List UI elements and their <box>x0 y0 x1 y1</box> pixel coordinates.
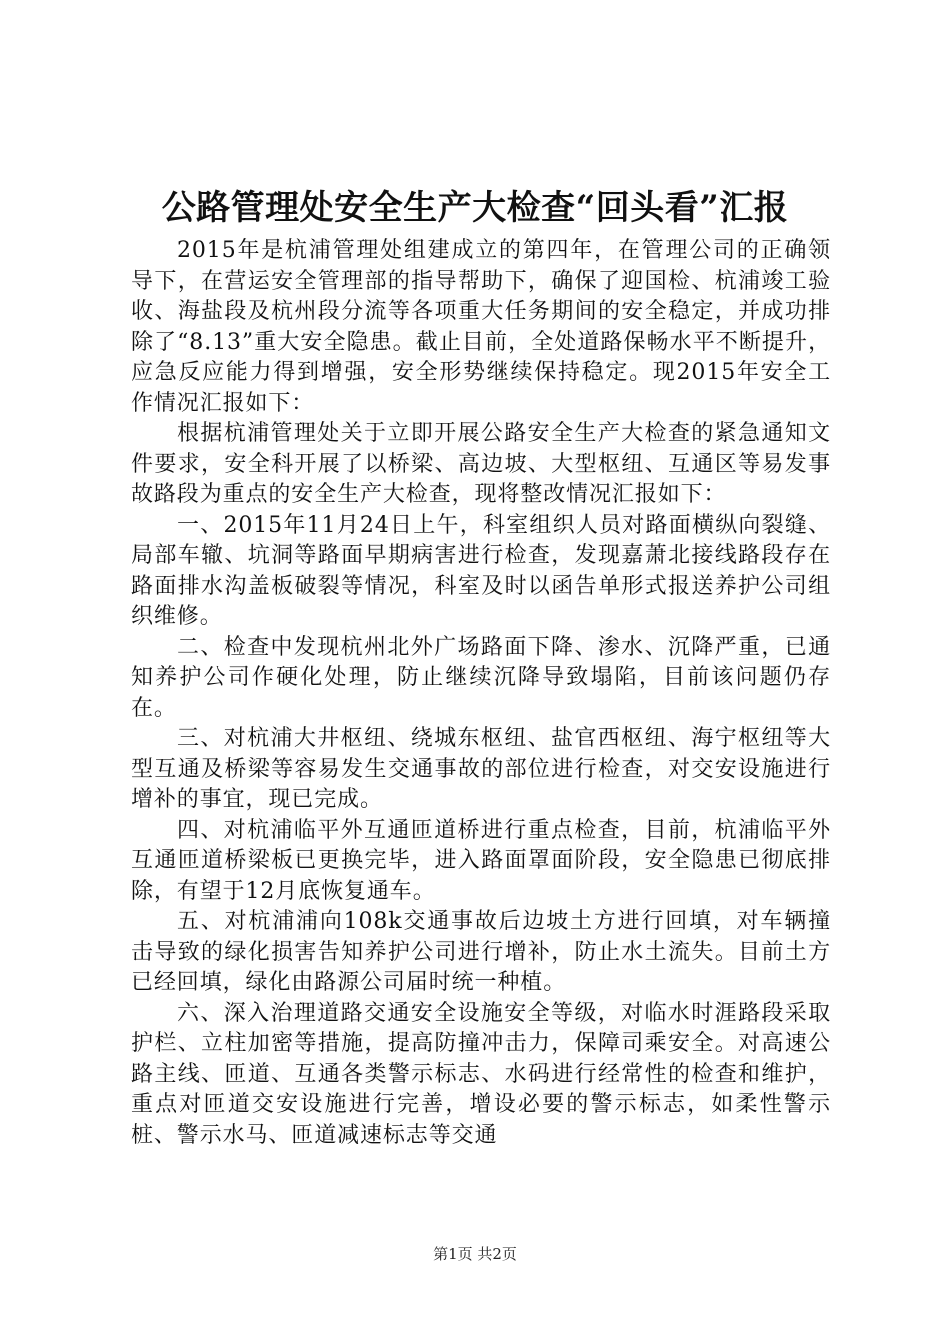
paragraph-item-6: 六、深入治理道路交通安全设施安全等级，对临水时涯路段采取护栏、立柱加密等措施，提高防撞冲击力，保障司乘安全。对高速公路主线、匝道、互通各类警示标志、水码进行经常性的检查和维护，重点对匝道交安设施进行完善，增设必要的警示标志，如柔性警示桩、警示水马、匝道减速标志等交通 <box>131 1000 831 1148</box>
paragraph-item-2: 二、检查中发现杭州北外广场路面下降、渗水、沉降严重，已通知养护公司作硬化处理，防止继续沉降导致塌陷，目前该问题仍存在。 <box>131 634 831 721</box>
document-title: 公路管理处安全生产大检查“回头看”汇报 <box>161 188 789 228</box>
paragraph-item-1: 一、2015年11月24日上午，科室组织人员对路面横纵向裂缝、局部车辙、坑洞等路面早期病害进行检查，发现嘉萧北接线路段存在路面排水沟盖板破裂等情况，科室及时以函告单形式报送养护公司组织维修。 <box>131 512 831 629</box>
paragraph-item-5: 五、对杭浦浦向108k交通事故后边坡土方进行回填，对车辆撞击导致的绿化损害告知养护公司进行增补，防止水土流失。目前土方已经回填，绿化由路源公司届时统一种植。 <box>131 909 831 995</box>
paragraph-item-4: 四、对杭浦临平外互通匝道桥进行重点检查，目前，杭浦临平外互通匝道桥梁板已更换完毕，进入路面罩面阶段，安全隐患已彻底排除，有望于12月底恢复通车。 <box>131 817 831 904</box>
paragraph-intro: 2015年是杭浦管理处组建成立的第四年，在管理公司的正确领导下，在营运安全管理部的指导帮助下，确保了迎国检、杭浦竣工验收、海盐段及杭州段分流等各项重大任务期间的安全稳定，并成功排除了“8.13”重大安全隐患。截止目前，全处道路保畅水平不断提升，应急反应能力得到增强，安全形势继续保持稳定。现2015年安全工作情况汇报如下： <box>131 238 831 416</box>
document-body <box>131 236 831 1151</box>
paragraph-overview: 根据杭浦管理处关于立即开展公路安全生产大检查的紧急通知文件要求，安全科开展了以桥梁、高边坡、大型枢纽、互通区等易发事故路段为重点的安全生产大检查，现将整改情况汇报如下： <box>131 421 831 507</box>
page-number-footer: 第1页 共2页 <box>433 1245 517 1263</box>
paragraph-item-3: 三、对杭浦大井枢纽、绕城东枢纽、盐官西枢纽、海宁枢纽等大型互通及桥梁等容易发生交通事故的部位进行检查，对交安设施进行增补的事宜，现已完成。 <box>131 726 831 812</box>
